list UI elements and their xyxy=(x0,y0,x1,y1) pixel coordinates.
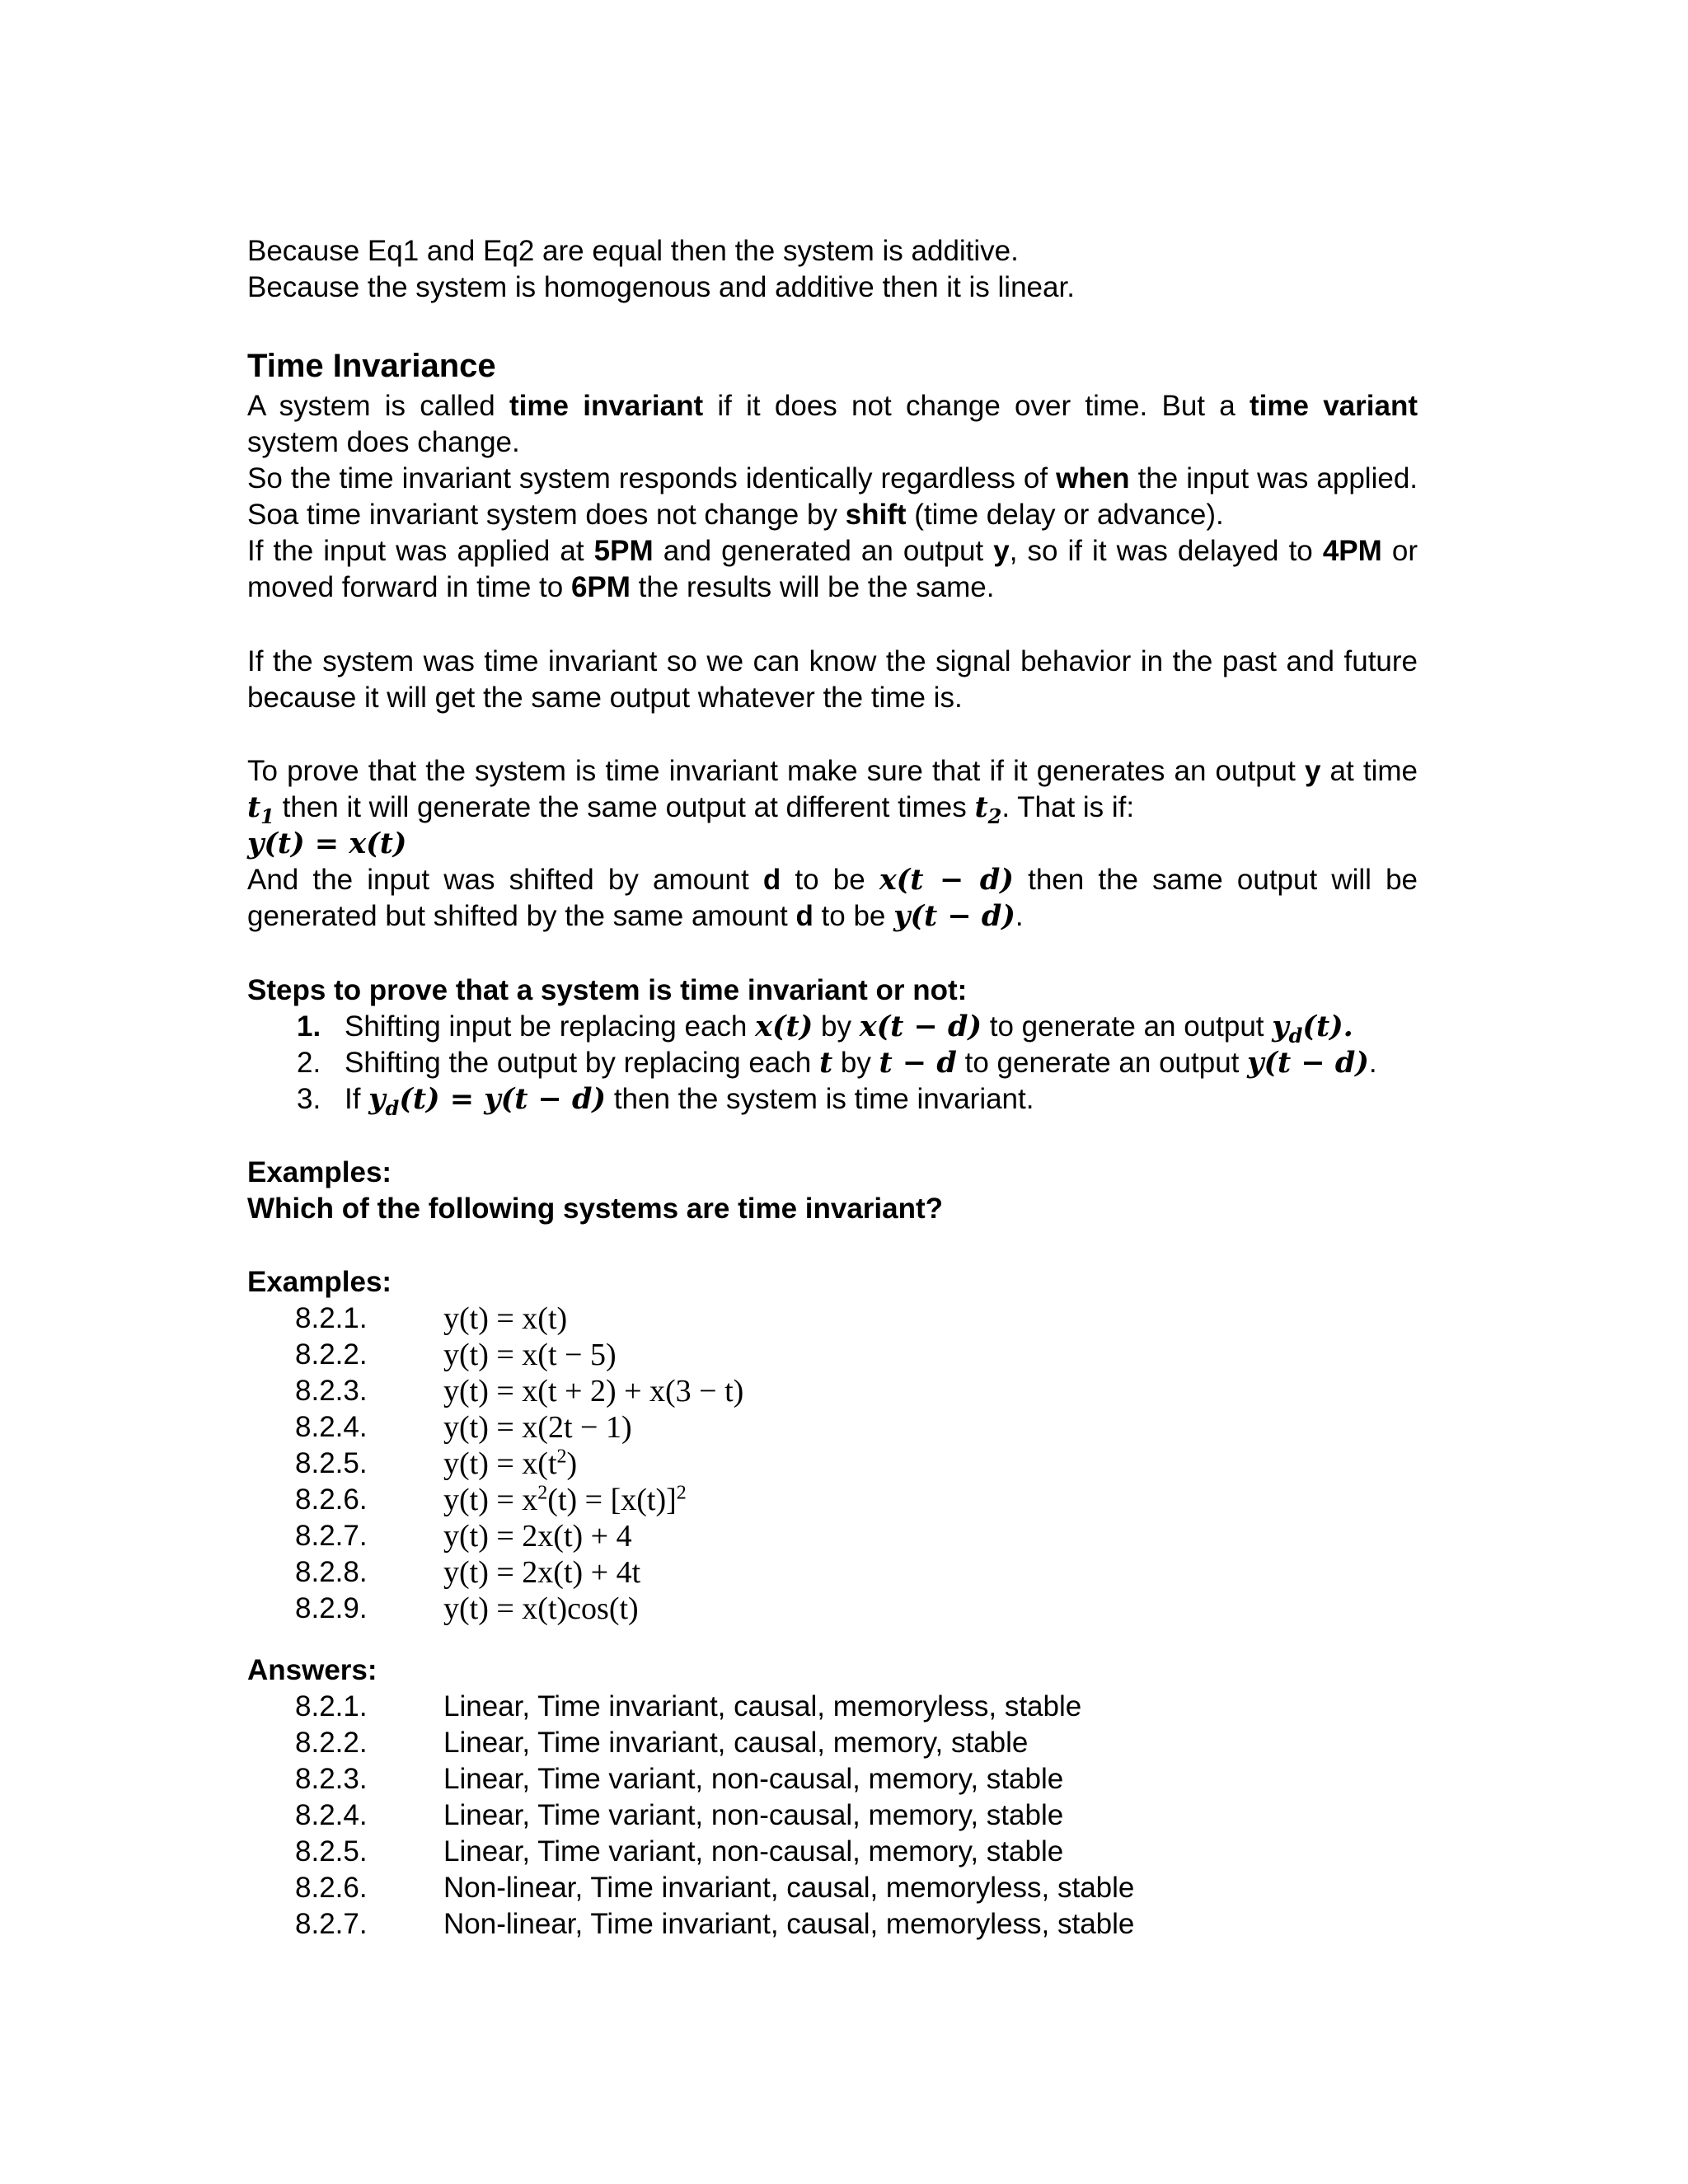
bold-term: time variant xyxy=(1250,390,1418,422)
bold-term: 5PM xyxy=(593,535,654,567)
math-t2: $t_2$ xyxy=(974,790,1002,828)
examples-heading-2-block xyxy=(247,1264,1418,1301)
examples-question: Which of the following systems are time invariant? xyxy=(247,1193,944,1225)
steps-block xyxy=(247,972,1418,1118)
bold-term: 6PM xyxy=(570,571,631,603)
paragraph-example-time xyxy=(247,533,1418,606)
section-title: Time Invariance xyxy=(247,348,496,384)
text: And the input was shifted by amount xyxy=(247,864,763,896)
bold-term: when xyxy=(1056,462,1130,494)
step-number: 1. xyxy=(297,1010,321,1043)
text: To prove that the system is time invariant make sure that if it generates an output xyxy=(247,755,1305,787)
steps-heading: Steps to prove that a system is time invariant or not: xyxy=(247,974,968,1006)
bold-term: y xyxy=(993,535,1010,567)
text: A system is called xyxy=(247,390,510,422)
step-3: 3. If $y_d(t) = y(t - d)$ then the system is time invariant. xyxy=(297,1082,1034,1120)
step-number: 3. xyxy=(297,1083,321,1115)
text: or moved forward in time to xyxy=(247,535,1418,603)
bold-term: time invariant xyxy=(509,390,704,422)
intro-line-2: Because the system is homogenous and additive then it is linear. xyxy=(247,271,1075,303)
step-1: 1. Shifting input be replacing each x(t) by x(t − d) to generate an output $y_d(t)$. xyxy=(297,1010,1353,1047)
bold-term: d xyxy=(795,900,814,932)
text: the input was applied. Soa time invariant system does not change by xyxy=(247,462,1418,531)
paragraph-shift xyxy=(247,461,1418,533)
bold-term: 4PM xyxy=(1322,535,1382,567)
text: (time delay or advance). xyxy=(906,499,1224,531)
equation: y(t) = x(t) xyxy=(247,827,407,860)
text: system does change. xyxy=(247,426,520,458)
steps-list xyxy=(247,1009,1418,1118)
text: to be xyxy=(813,900,894,932)
examples-heading-2: Examples: xyxy=(247,1266,392,1298)
text: If the system was time invariant so we can know the signal behavior in the past and future because it will get the same output whatever the time is. xyxy=(247,645,1418,714)
text: at time xyxy=(1320,755,1418,787)
definition-paragraphs xyxy=(247,388,1418,606)
paragraph-prove xyxy=(247,753,1418,826)
bold-term: y xyxy=(1304,755,1321,787)
paragraph-past-future xyxy=(247,644,1418,716)
section-title-block xyxy=(247,345,1418,387)
intro-block xyxy=(247,233,1418,306)
step-number: 2. xyxy=(297,1047,321,1079)
text: the results will be the same. xyxy=(630,571,995,603)
text: to be xyxy=(781,864,879,896)
text: and generated an output xyxy=(653,535,994,567)
bold-term: d xyxy=(762,864,781,896)
equation-line xyxy=(247,826,1418,862)
document-page: Because Eq1 and Eq2 are equal then the system is additive. Because the system is homogenous and additive then it is linear. Time Invariance A system is called time invariant if it does not change over time. But a time variant system does change. So the time invariant system responds identically regardless of when the input was applied. Soa time invariant system does not change by shift (time delay or advance). If the input was applied at 5PM and generated an output y, so if it was delayed to 4PM or moved forward in time to 6PM the results will be the same. If the system was time invariant so we can know the signal behavior in the past and future because it will get the same output whatever the time is. To prove that the system is time invariant make sure that if it generates an output y at time $t_1$ then it will generate the same output at different times $t_2$. That is if: y(t) = x(t) And the input was shifted by amount d to be x(t − d) then the same output will be generated but shifted by the same amount d to be y(t − d). Steps to prove that a system is time invariant or not: 1. Shifting input be replacing each x(t) by x(t − d) to generate an output $y_d(t)$. 2. Shifting the output by replacing each t by t − d to generate an output y(t − d). 3. If $y_d(t) = y(t - d)$ then the system is time invariant. Examples: Which of the following systems are time invariant? Examples: 8.2.1. y(t) = x(t) 8.2.2. y(t) = x(t − 5) 8.2.3. y(t) = x(t + 2) + x(3 − t) 8.2.4. y(t) = x(2t − 1) 8.2.5. $y(t) = x(t^2)$ 8.2.6. $y(t) = x^2(t) = [x(t)]^2$ 8.2.7. y(t) = 2x(t) + 4 8.2.8. y(t) = 2x(t) + 4t 8.2.9. y(t) = x(t)cos(t) Answers: 8.2.1. Linear, Time invariant, causal, memoryless, stable 8.2.2. Linear, Time invariant, causal, memory, stable 8.2.3. Linear, Time variant, non-causal, memory, stable 8.2.4. Linear, Time variant, non-causal, memory, stable 8.2.5. Linear, Time variant, non-causal, memory, stable 8.2.6. Non-linear, Time invariant, causal, memoryless, stable 8.2.7. Non-linear, Time invariant, causal, memoryless, stable xyxy=(247,235,1418,1940)
examples-heading: Examples: xyxy=(247,1156,392,1188)
text: So the time invariant system responds identically regardless of xyxy=(247,462,1057,494)
bold-term: shift xyxy=(845,499,907,531)
paragraph-definition xyxy=(247,388,1418,461)
intro-line-1: Because Eq1 and Eq2 are equal then the system is additive. xyxy=(247,235,1019,267)
text: , so if it was delayed to xyxy=(1009,535,1323,567)
paragraph-shifted xyxy=(247,862,1418,935)
text: then the same output will be generated but shifted by the same amount xyxy=(247,864,1418,932)
text: then it will generate the same output at different times xyxy=(274,791,975,823)
text: . xyxy=(1015,900,1024,932)
step-2: 2. Shifting the output by replacing each t by t − d to generate an output y(t − d). xyxy=(297,1046,1377,1080)
answers-heading-block xyxy=(247,1652,1418,1689)
examples-intro xyxy=(247,1155,1418,1227)
text: . That is if: xyxy=(1001,791,1135,823)
math-x-shifted: x(t − d) xyxy=(879,863,1014,897)
text: if it does not change over time. But a xyxy=(703,390,1250,422)
math-t1: $t_1$ xyxy=(247,790,274,828)
text: If the input was applied at xyxy=(247,535,594,567)
math-y-shifted: y(t − d) xyxy=(893,899,1015,933)
answers-heading: Answers: xyxy=(247,1654,377,1686)
proof-paragraph xyxy=(247,753,1418,935)
